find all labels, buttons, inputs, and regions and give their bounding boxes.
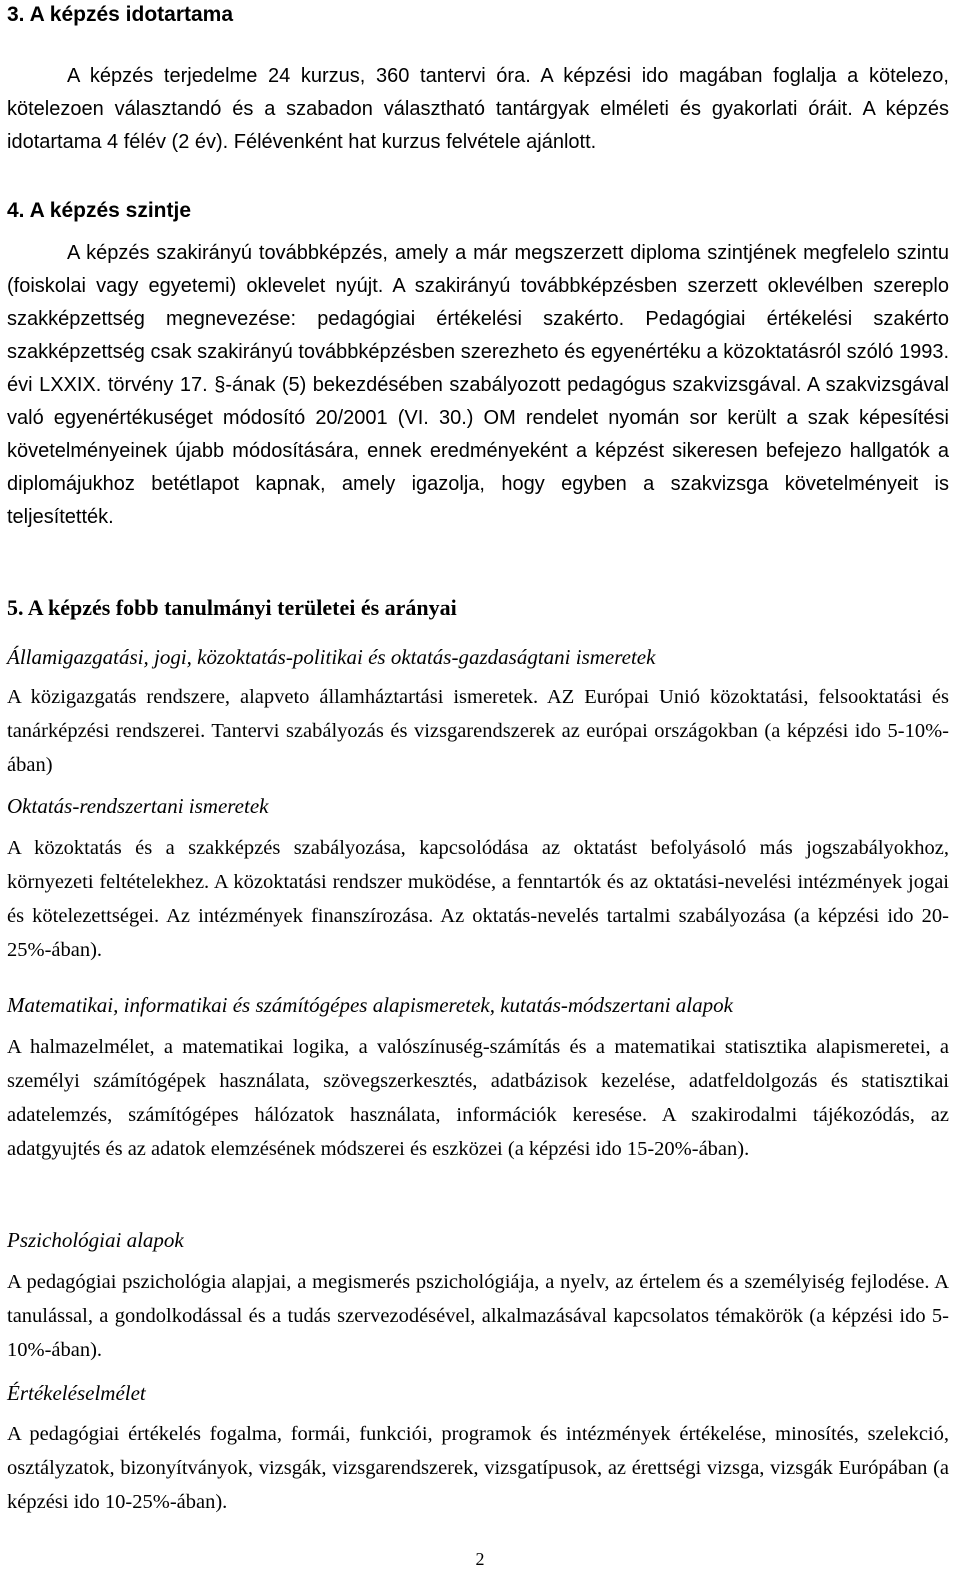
section-5-heading: 5. A képzés fobb tanulmányi területei és arányai — [7, 595, 457, 620]
subsection-text-mathematics: A halmazelmélet, a matematikai logika, a valószínuség-számítás és a matematikai statisztika alapismeretei, a személyi számítógépek használata, szövegszerkesztés, adatbázisok kezelése, adatfeldolgozás és statisztikai adatelemzés, számítógépes hálózatok használata, információk keresése. A szakirodalmi tájékozódás, az adatgyujtés és az adatok elemzésének módszerei és eszközei (a képzési ido 15-20%-ában). — [7, 1036, 949, 1160]
section-4-heading: 4. A képzés szintje — [7, 199, 192, 222]
page-number: 2 — [475, 1549, 485, 1569]
section-3-paragraph: A képzés terjedelme 24 kurzus, 360 tantervi óra. A képzési ido magában foglalja a kötelezo, kötelezoen választandó és a szabadon választható tantárgyak elméleti és gyakorlati óráit. A képzés idotartama 4 félév (2 év). Félévenként hat kurzus felvétele ajánlott. — [7, 65, 949, 153]
subsection-text-evaluation-theory: A pedagógiai értékelés fogalma, formái, funkciói, programok és intézmények értékelése, minosítés, szelekció, osztályzatok, bizonyítványok, vizsgák, vizsgarendszerek, vizsgatípusok, az érettségi vizsga, vizsgák Európában (a képzési ido 10-25%-ában). — [7, 1423, 949, 1513]
subsection-heading-education-systems: Oktatás-rendszertani ismeretek — [7, 794, 269, 818]
section-4-paragraph: A képzés szakirányú továbbképzés, amely a már megszerzett diploma szintjének megfelelo szintu (foiskolai vagy egyetemi) oklevelet nyújt. A szakirányú továbbképzésben szerzett oklevélben szereplo szakképzettség megnevezése: pedagógiai értékelési szakérto. Pedagógiai értékelési szakérto szakképzettség csak szakirányú továbbképzésben szerezheto és egyenértéku a közoktatásról szóló 1993. évi LXXIX. törvény 17. §-ának (5) bekezdésében szabályozott pedagógus szakvizsgával. A szakvizsgával való egyenértékuséget módosító 20/2001 (VI. 30.) OM rendelet nyomán sor került a szak képesítési követelményeinek újabb módosítására, ennek eredményeként a képzést sikeresen befejezo hallgatók a diplomájukhoz betétlapot kapnak, amely igazolja, hogy egyben a szakvizsga követelményeit is teljesítették. — [7, 242, 949, 528]
subsection-text-education-systems: A közoktatás és a szakképzés szabályozása, kapcsolódása az oktatást befolyásoló más jogszabályokhoz, környezeti feltételekhez. A közoktatási rendszer muködése, a fenntartók és az oktatási-nevelési intézmények jogai és kötelezettségei. Az intézmények finanszírozása. Az oktatás-nevelés tartalmi szabályozása (a képzési ido 20-25%-ában). — [7, 837, 949, 961]
subsection-heading-evaluation-theory: Értékeléselmélet — [7, 1381, 146, 1405]
subsection-heading-mathematics: Matematikai, informatikai és számítógépes alapismeretek, kutatás-módszertani alapok — [7, 993, 733, 1017]
subsection-text-psychology: A pedagógiai pszichológia alapjai, a megismerés pszichológiája, a nyelv, az értelem és a személyiség fejlodése. A tanulással, a gondolkodással és a tudás szervezodésével, alkalmazásával kapcsolatos témakörök (a képzési ido 5-10%-ában). — [7, 1271, 949, 1361]
subsection-heading-psychology: Pszichológiai alapok — [7, 1228, 184, 1252]
subsection-text-administration: A közigazgatás rendszere, alapveto államháztartási ismeretek. AZ Európai Unió közoktatási, felsooktatási és tanárképzési rendszerei. Tantervi szabályozás és vizsgarendszerek az európai országokban (a képzési ido 5-10%-ában) — [7, 686, 949, 776]
section-3-heading: 3. A képzés idotartama — [7, 3, 234, 26]
subsection-heading-administration: Államigazgatási, jogi, közoktatás-politikai és oktatás-gazdaságtani ismeretek — [7, 645, 656, 669]
